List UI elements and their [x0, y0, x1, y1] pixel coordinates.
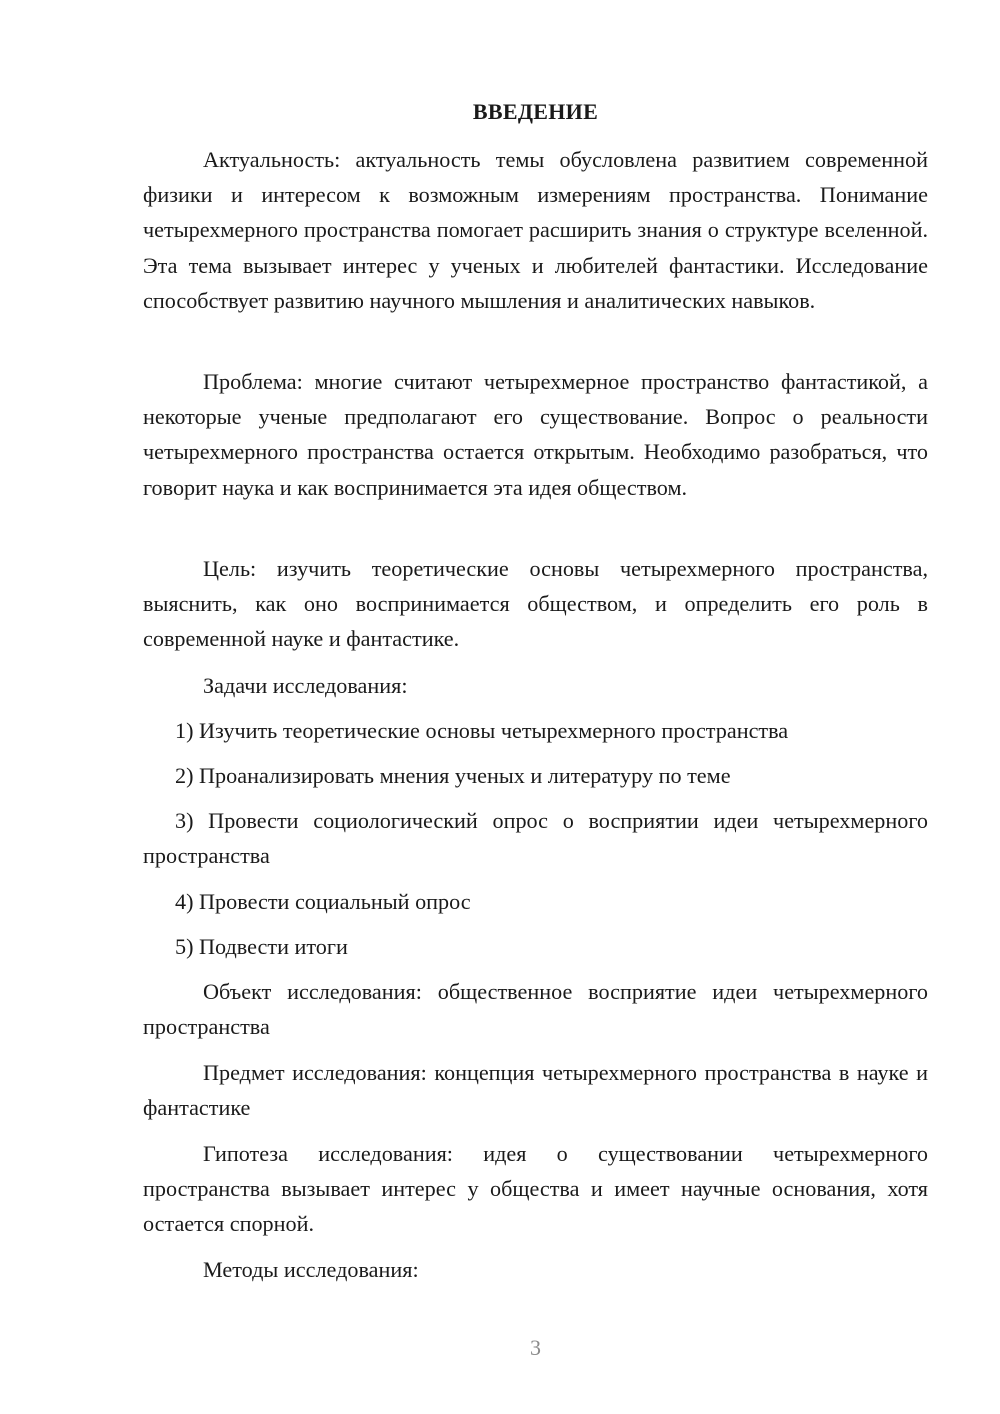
relevance-paragraph: Актуальность: актуальность темы обусловлена развитием современной физики и интересом к возможным измерениям пространства. Понимание четырехмерного пространства помогает расширить знания о структуре вселенной. Эта тема вызывает интерес у ученых и любителей фантастики. Исследование способствует развитию научного мышления и аналитических навыков. [143, 147, 928, 313]
task-item-5: 5) Подвести итоги [175, 934, 348, 959]
methods-heading: Методы исследования: [203, 1257, 419, 1282]
object-paragraph: Объект исследования: общественное восприятие идеи четырехмерного пространства [143, 979, 928, 1040]
hypothesis-paragraph: Гипотеза исследования: идея о существовании четырехмерного пространства вызывает интерес у общества и имеет научные основания, хотя остается спорной. [143, 1141, 928, 1237]
task-item-3: 3) Провести социологический опрос о восприятии идеи четырехмерного пространства [143, 808, 928, 869]
page-number: 3 [530, 1335, 541, 1360]
problem-paragraph: Проблема: многие считают четырехмерное пространство фантастикой, а некоторые ученые предполагают его существование. Вопрос о реальности четырехмерного пространства остается открытым. Необходимо разобраться, что говорит наука и как воспринимается эта идея обществом. [143, 369, 928, 500]
task-item-1: 1) Изучить теоретические основы четырехмерного пространства [175, 718, 789, 743]
tasks-heading: Задачи исследования: [203, 673, 408, 698]
goal-paragraph: Цель: изучить теоретические основы четырехмерного пространства, выяснить, как оно воспринимается обществом, и определить его роль в современной науке и фантастике. [143, 556, 928, 652]
document-page [143, 0, 928, 1414]
subject-paragraph: Предмет исследования: концепция четырехмерного пространства в науке и фантастике [143, 1060, 928, 1121]
task-item-4: 4) Провести социальный опрос [175, 889, 471, 914]
page-title: ВВЕДЕНИЕ [472, 99, 599, 124]
task-item-2: 2) Проанализировать мнения ученых и литературу по теме [175, 763, 731, 788]
